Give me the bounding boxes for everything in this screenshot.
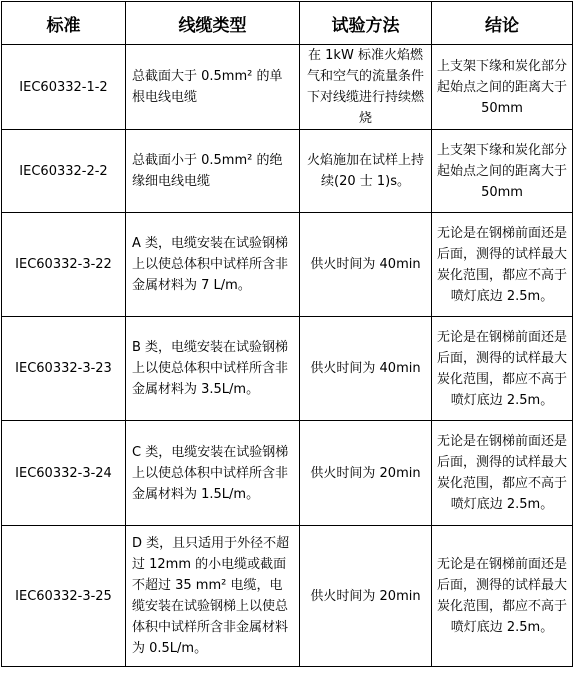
cell-conclusion: 上支架下缘和炭化部分起始点之间的距离大于 50mm <box>432 45 573 130</box>
cell-conclusion: 无论是在钢梯前面还是后面，测得的试样最大炭化范围，都应不高于喷灯底边 2.5m。 <box>432 421 573 526</box>
cell-standard: IEC60332-3-24 <box>2 421 126 526</box>
cell-cable-type: B 类，电缆安装在试验钢梯上以使总体积中试样所含非金属材料为 3.5L/m。 <box>126 317 300 421</box>
cell-cable-type: D 类，且只适用于外径不超过 12mm 的小电缆或截面不超过 35 mm² 电缆，电缆安装在试验钢梯上以使总体积中试样所含非金属材料为 0.5L/m。 <box>126 526 300 667</box>
cell-cable-type: C 类，电缆安装在试验钢梯上以使总体积中试样所含非金属材料为 1.5L/m。 <box>126 421 300 526</box>
header-conclusion: 结论 <box>432 2 573 45</box>
cell-standard: IEC60332-1-2 <box>2 45 126 130</box>
cell-cable-type: 总截面小于 0.5mm² 的绝缘细电线电缆 <box>126 130 300 213</box>
cell-conclusion: 上支架下缘和炭化部分起始点之间的距离大于 50mm <box>432 130 573 213</box>
cell-test-method: 供火时间为 40min <box>300 213 432 317</box>
cell-standard: IEC60332-3-23 <box>2 317 126 421</box>
cell-standard: IEC60332-2-2 <box>2 130 126 213</box>
table-row <box>2 526 573 667</box>
table-row <box>2 421 573 526</box>
header-cable-type: 线缆类型 <box>126 2 300 45</box>
header-test-method: 试验方法 <box>300 2 432 45</box>
cell-test-method: 供火时间为 20min <box>300 421 432 526</box>
cell-conclusion: 无论是在钢梯前面还是后面，测得的试样最大炭化范围，都应不高于喷灯底边 2.5m。 <box>432 317 573 421</box>
cell-conclusion: 无论是在钢梯前面还是后面，测得的试样最大炭化范围，都应不高于喷灯底边 2.5m。 <box>432 213 573 317</box>
table-row <box>2 213 573 317</box>
header-row <box>2 2 573 45</box>
table-row <box>2 317 573 421</box>
cell-conclusion: 无论是在钢梯前面还是后面，测得的试样最大炭化范围，都应不高于喷灯底边 2.5m。 <box>432 526 573 667</box>
cell-cable-type: A 类，电缆安装在试验钢梯上以使总体积中试样所含非金属材料为 7 L/m。 <box>126 213 300 317</box>
cell-test-method: 供火时间为 20min <box>300 526 432 667</box>
cell-cable-type: 总截面大于 0.5mm² 的单根电线电缆 <box>126 45 300 130</box>
cell-test-method: 供火时间为 40min <box>300 317 432 421</box>
header-standard: 标准 <box>2 2 126 45</box>
cell-test-method: 火焰施加在试样上持续(20 士 1)s。 <box>300 130 432 213</box>
cell-standard: IEC60332-3-25 <box>2 526 126 667</box>
cell-standard: IEC60332-3-22 <box>2 213 126 317</box>
table-row <box>2 45 573 130</box>
table-row <box>2 130 573 213</box>
standards-table <box>1 1 573 667</box>
cell-test-method: 在 1kW 标准火焰燃气和空气的流量条件下对线缆进行持续燃烧 <box>300 45 432 130</box>
